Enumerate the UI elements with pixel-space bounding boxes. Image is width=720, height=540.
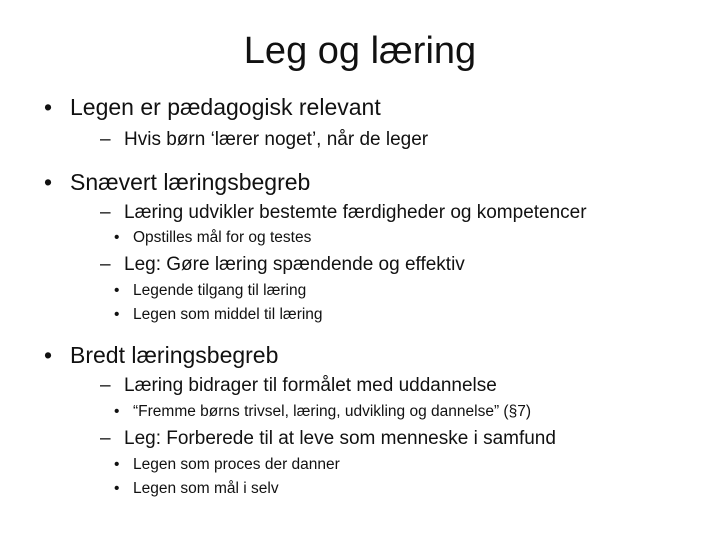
bullet-text: Legen er pædagogisk relevant: [70, 94, 381, 120]
sub-sub-bullet-text: Legende tilgang til læring: [133, 282, 307, 299]
sub-sub-bullet-item: [114, 402, 531, 422]
bullet-text: Bredt læringsbegreb: [70, 342, 279, 368]
sub-bullet-item: [100, 427, 556, 451]
dash-marker: –: [100, 254, 111, 275]
sub-bullet-text: Leg: Gøre læring spændende og effektiv: [124, 254, 465, 275]
sub-sub-bullet-text: Legen som middel til læring: [133, 306, 323, 323]
bullet-item: [44, 93, 381, 121]
bullet-marker: •: [114, 403, 120, 420]
bullet-marker: •: [114, 306, 120, 323]
sub-bullet-item: [100, 128, 428, 152]
bullet-marker: •: [114, 456, 120, 473]
sub-bullet-item: [100, 201, 587, 225]
sub-sub-bullet-item: [114, 479, 279, 499]
sub-sub-bullet-item: [114, 305, 323, 325]
bullet-item: [44, 341, 278, 369]
sub-sub-bullet-text: “Fremme børns trivsel, læring, udvikling og dannelse” (§7): [133, 403, 531, 420]
bullet-marker: •: [114, 282, 120, 299]
bullet-marker: •: [44, 94, 53, 120]
sub-sub-bullet-item: [114, 281, 306, 301]
sub-sub-bullet-text: Legen som proces der danner: [133, 456, 340, 473]
sub-bullet-text: Leg: Forberede til at leve som menneske i samfund: [124, 428, 556, 449]
dash-marker: –: [100, 375, 111, 396]
bullet-item: [44, 168, 310, 196]
sub-sub-bullet-text: Opstilles mål for og testes: [133, 229, 312, 246]
bullet-marker: •: [114, 229, 120, 246]
slide-title: Leg og læring: [243, 30, 477, 72]
sub-bullet-item: [100, 253, 465, 277]
sub-bullet-text: Læring udvikler bestemte færdigheder og kompetencer: [124, 202, 587, 223]
bullet-marker: •: [114, 480, 120, 497]
dash-marker: –: [100, 202, 111, 223]
sub-bullet-text: Læring bidrager til formålet med uddannelse: [124, 375, 497, 396]
sub-bullet-text: Hvis børn ‘lærer noget’, når de leger: [124, 129, 429, 150]
dash-marker: –: [100, 428, 111, 449]
sub-sub-bullet-item: [114, 228, 311, 248]
dash-marker: –: [100, 129, 111, 150]
bullet-text: Snævert læringsbegreb: [70, 169, 311, 195]
sub-sub-bullet-item: [114, 455, 340, 475]
sub-bullet-item: [100, 374, 497, 398]
sub-sub-bullet-text: Legen som mål i selv: [133, 480, 279, 497]
bullet-marker: •: [44, 342, 53, 368]
bullet-marker: •: [44, 169, 53, 195]
